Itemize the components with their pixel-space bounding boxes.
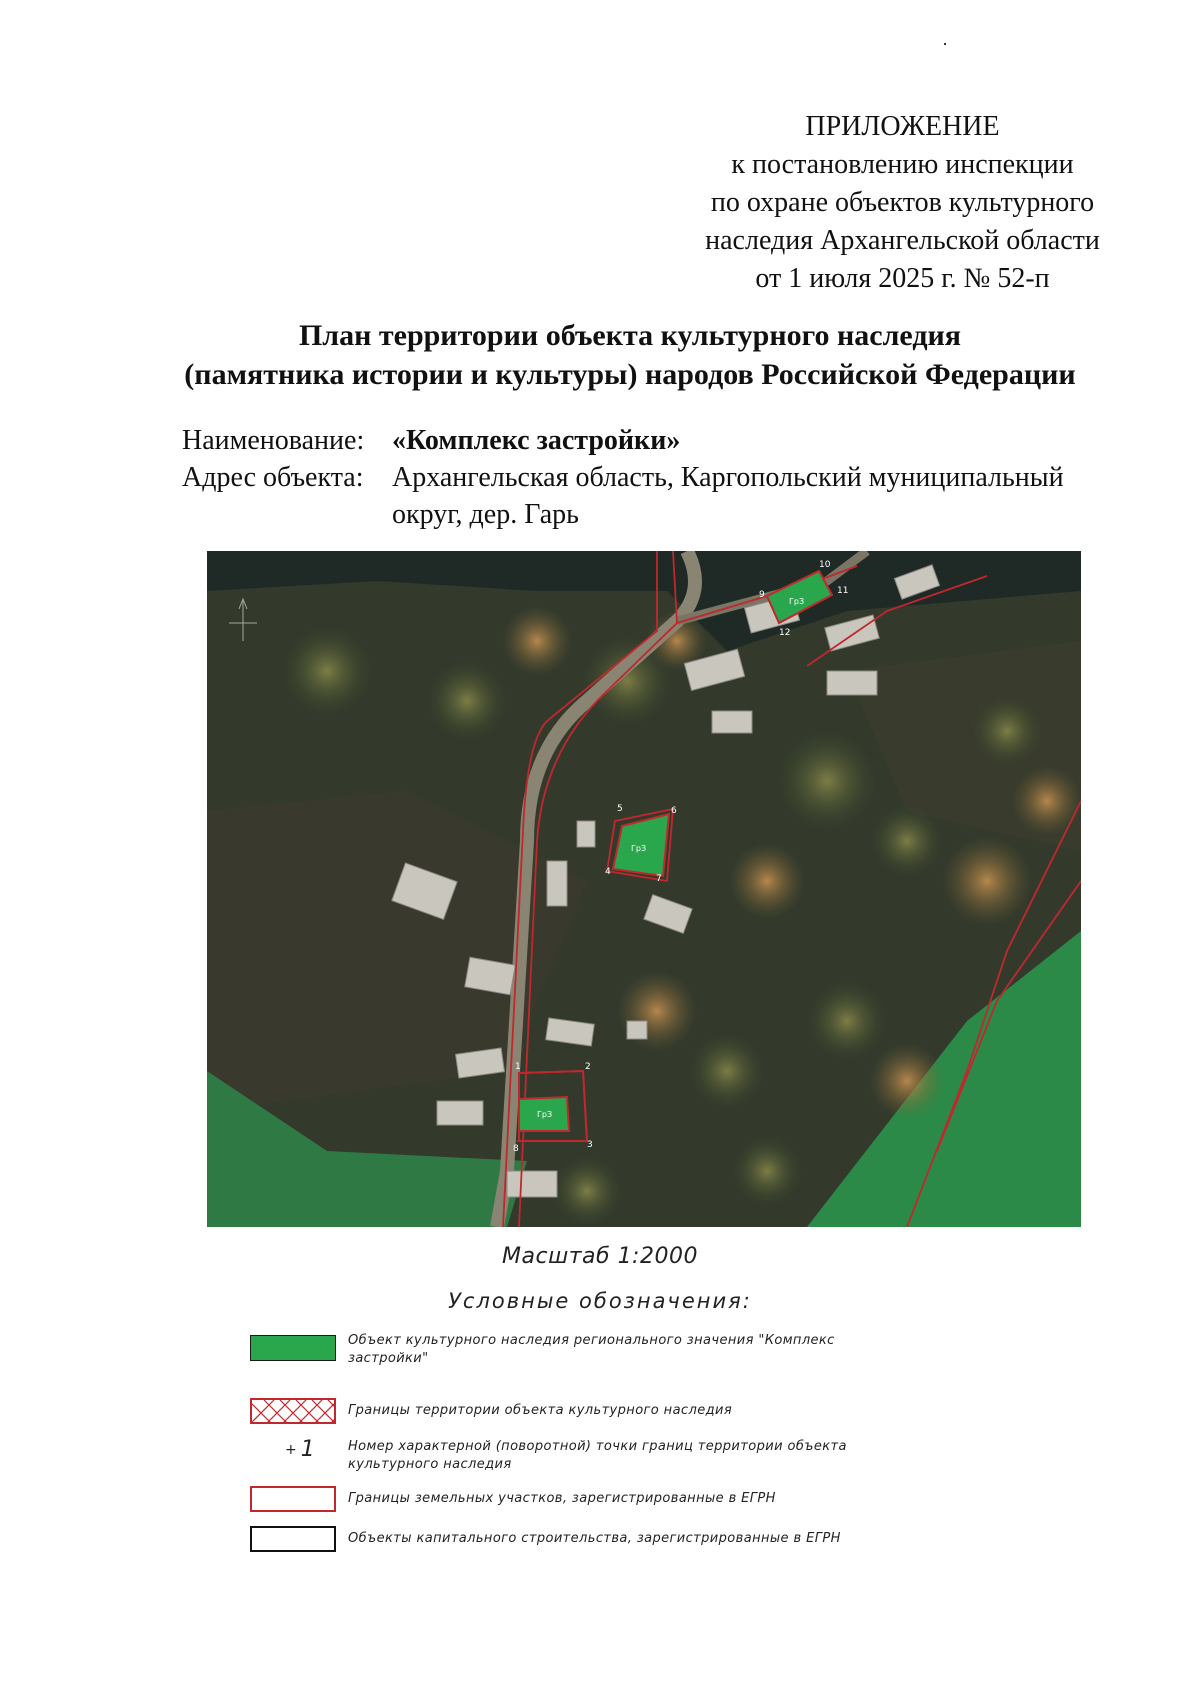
object-address-value: Архангельская область, Каргопольский муниципальный округ, дер. Гарь xyxy=(392,462,1064,530)
point-label-2: 2 xyxy=(585,1062,591,1072)
heritage-label-north: ГрЗ xyxy=(789,597,805,606)
legend-item-heritage-object xyxy=(0,1328,1200,1368)
satellite-map xyxy=(207,551,1081,1227)
legend-item-point-number xyxy=(0,1437,1200,1477)
legend-point-marker xyxy=(285,1437,315,1462)
plan-title xyxy=(180,316,1080,394)
appendix-decree-date: от 1 июля 2025 г. № 52-п xyxy=(755,263,1050,294)
point-label-5: 5 xyxy=(617,804,623,814)
legend-title: Условные обозначения: xyxy=(448,1289,752,1313)
object-name-value: «Комплекс застройки» xyxy=(392,425,681,456)
scan-speck xyxy=(944,43,946,45)
legend-swatch-black-outline xyxy=(250,1526,336,1552)
point-label-6: 6 xyxy=(671,806,677,816)
map-canvas xyxy=(207,551,1081,1227)
legend-text-heritage-object: Объект культурного наследия регионального значения "Комплекс застройки" xyxy=(348,1333,835,1366)
appendix-title: ПРИЛОЖЕНИЕ xyxy=(805,111,1000,142)
object-name-label: Наименование: xyxy=(182,425,365,456)
appendix-line-3: по охране объектов культурного xyxy=(710,187,1095,218)
plan-title-line-2: (памятника истории и культуры) народов Российской Федерации xyxy=(184,358,1076,391)
point-label-12: 12 xyxy=(779,628,791,638)
appendix-line-4: наследия Архангельской области xyxy=(705,225,1100,256)
legend-swatch-red-outline xyxy=(250,1486,336,1512)
point-label-1: 1 xyxy=(515,1062,521,1072)
legend-swatch-green xyxy=(250,1335,336,1361)
point-label-4: 4 xyxy=(605,867,611,877)
heritage-label-center: ГрЗ xyxy=(631,844,647,853)
legend-text-point-number: Номер характерной (поворотной) точки границ территории объекта культурного наследия xyxy=(348,1439,847,1472)
map-scale: Масштаб 1:2000 xyxy=(502,1244,698,1269)
legend-point-number: 1 xyxy=(300,1437,315,1462)
legend-item-capital-objects xyxy=(0,1526,1200,1566)
point-plus-icon: + xyxy=(285,1442,297,1458)
legend-text-land-parcels: Границы земельных участков, зарегистрированные в ЕГРН xyxy=(348,1491,776,1506)
point-label-10: 10 xyxy=(819,560,831,570)
legend-item-territory-boundary xyxy=(0,1398,1200,1438)
plan-title-line-1: План территории объекта культурного наследия xyxy=(298,319,962,352)
legend-text-territory-boundary: Границы территории объекта культурного наследия xyxy=(348,1403,733,1418)
appendix-line-2: к постановлению инспекции xyxy=(731,149,1074,180)
hatch-pattern-icon xyxy=(252,1400,336,1424)
point-label-7: 7 xyxy=(656,874,662,884)
object-address-label: Адрес объекта: xyxy=(182,462,364,493)
point-label-11: 11 xyxy=(837,586,849,596)
point-label-8: 8 xyxy=(513,1144,519,1154)
point-label-3: 3 xyxy=(587,1140,593,1150)
legend-text-capital-objects: Объекты капитального строительства, зарегистрированные в ЕГРН xyxy=(348,1531,841,1546)
heritage-label-south: ГрЗ xyxy=(537,1110,553,1119)
appendix-header xyxy=(650,108,1155,298)
legend-item-land-parcels xyxy=(0,1486,1200,1526)
legend-swatch-red-hatch xyxy=(250,1398,336,1424)
point-label-9: 9 xyxy=(759,590,765,600)
